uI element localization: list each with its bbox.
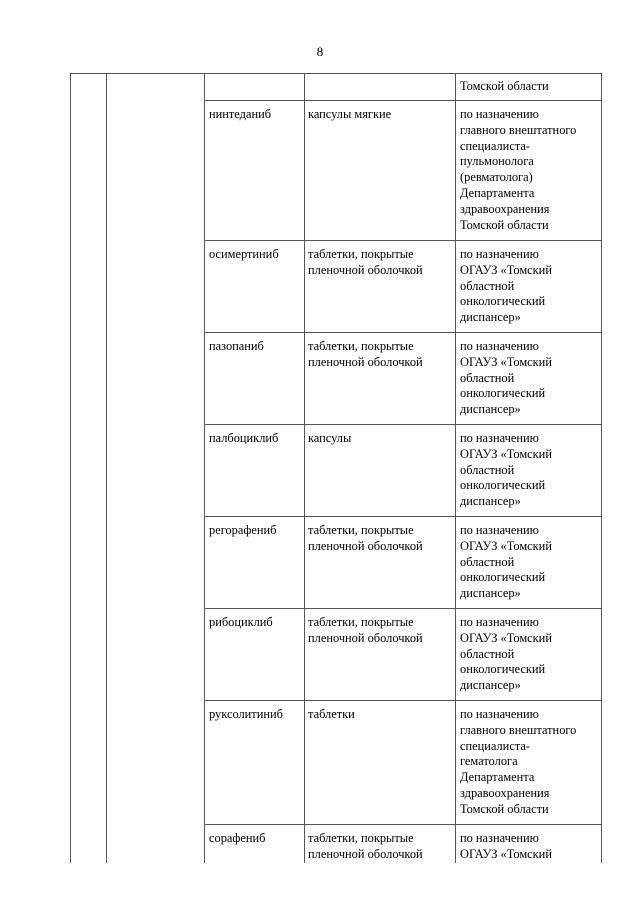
table-cell-drug: регорафениб xyxy=(209,523,277,537)
row-divider xyxy=(204,240,602,241)
table-cell-condition: по назначению ОГАУЗ «Томский xyxy=(460,831,552,861)
table-cell-condition: Томской области xyxy=(460,79,549,93)
table-cell-drug: осимертиниб xyxy=(209,247,279,261)
table-cell-drug: руксолитиниб xyxy=(209,707,283,721)
page-number: 8 xyxy=(316,44,324,59)
table-cell-form: таблетки, покрытые пленочной оболочкой xyxy=(308,247,423,277)
table-cell-form: таблетки, покрытые пленочной оболочкой xyxy=(308,615,423,645)
row-divider xyxy=(204,424,602,425)
table-border-left xyxy=(70,73,71,863)
table-cell-condition: по назначению ОГАУЗ «Томский областной онкологический диспансер» xyxy=(460,247,552,325)
table-cell-condition: по назначению ОГАУЗ «Томский областной онкологический диспансер» xyxy=(460,339,552,417)
table-cell-drug: рибоциклиб xyxy=(209,615,273,629)
row-divider xyxy=(204,608,602,609)
table-cell-drug: палбоциклиб xyxy=(209,431,279,445)
column-divider xyxy=(106,73,107,863)
table-cell-condition: по назначению главного внештатного специалиста- пульмонолога (ревматолога) Департамента здравоохранения Томской области xyxy=(460,107,577,232)
table-cell-condition: по назначению главного внештатного специалиста- гематолога Департамента здравоохранения Томской области xyxy=(460,707,577,816)
row-divider xyxy=(204,100,602,101)
table-cell-condition: по назначению ОГАУЗ «Томский областной онкологический диспансер» xyxy=(460,431,552,509)
medication-table xyxy=(70,73,602,863)
column-divider xyxy=(304,73,305,863)
table-cell-drug: пазопаниб xyxy=(209,339,264,353)
table-cell-form: капсулы xyxy=(308,431,352,445)
table-cell-form: таблетки, покрытые пленочной оболочкой xyxy=(308,339,423,369)
column-divider xyxy=(455,73,456,863)
table-cell-drug: сорафениб xyxy=(209,831,266,845)
row-divider xyxy=(204,700,602,701)
table-border-top xyxy=(70,73,602,74)
column-divider xyxy=(204,73,205,863)
table-cell-form: капсулы мягкие xyxy=(308,107,392,121)
table-cell-condition: по назначению ОГАУЗ «Томский областной онкологический диспансер» xyxy=(460,615,552,693)
table-cell-form: таблетки xyxy=(308,707,355,721)
table-cell-drug: нинтеданиб xyxy=(209,107,272,121)
table-cell-form: таблетки, покрытые пленочной оболочкой xyxy=(308,523,423,553)
row-divider xyxy=(204,824,602,825)
table-cell-condition: по назначению ОГАУЗ «Томский областной онкологический диспансер» xyxy=(460,523,552,601)
table-cell-form: таблетки, покрытые пленочной оболочкой xyxy=(308,831,423,861)
row-divider xyxy=(204,332,602,333)
row-divider xyxy=(204,516,602,517)
